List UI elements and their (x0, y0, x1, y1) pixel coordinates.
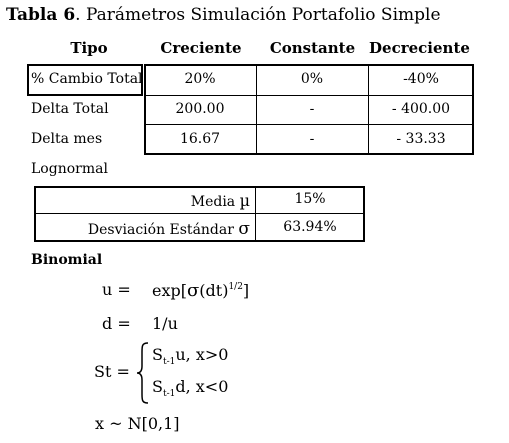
cell-delta-mes-decreciente: - 33.33 (396, 131, 446, 147)
sigma-symbol: σ (238, 219, 250, 239)
u-equation-rhs (152, 280, 249, 301)
table-title-number: Tabla 6 (6, 5, 76, 25)
lognormal-heading: Lognormal (31, 161, 108, 177)
table1-row-divider-2 (144, 124, 474, 125)
cell-delta-total-creciente: 200.00 (175, 101, 225, 117)
cell-delta-mes-constante: - (309, 131, 315, 147)
table1-row-divider-1 (144, 95, 474, 96)
u-rhs-mid: (dt) (199, 281, 229, 300)
st-case-2 (152, 377, 229, 399)
header-constante: Constante (269, 39, 356, 57)
header-tipo: Tipo (70, 39, 108, 57)
lognormal-desviacion-label (36, 219, 250, 239)
st-case-1 (152, 345, 229, 367)
binomial-heading: Binomial (31, 252, 103, 268)
u-equation-lhs: u = (102, 280, 131, 299)
row-label-delta-mes: Delta mes (31, 131, 103, 147)
d-equation-rhs: 1/u (152, 314, 178, 333)
table-title-text: . Parámetros Simulación Portafolio Simple (75, 5, 441, 25)
cell-delta-total-decreciente: - 400.00 (391, 101, 451, 117)
cell-cambio-creciente: 20% (184, 71, 216, 87)
case2-subscript: t-1 (162, 389, 176, 399)
case1-rest: u, x>0 (175, 345, 229, 364)
lognormal-media-value: 15% (294, 191, 326, 207)
u-rhs-suffix: ] (242, 281, 250, 300)
st-equation-lhs: St = (94, 362, 130, 381)
case1-s: S (152, 345, 163, 364)
row-label-delta-total: Delta Total (31, 101, 109, 117)
lognormal-desviacion-text: Desviación Estándar (87, 222, 234, 238)
x-distribution: x ~ N[0,1] (95, 414, 180, 433)
cell-delta-total-constante: - (309, 101, 315, 117)
cell-delta-mes-creciente: 16.67 (179, 131, 221, 147)
lognormal-media-label (36, 191, 250, 210)
header-decreciente: Decreciente (369, 39, 470, 57)
lognormal-media-text: Media (190, 194, 236, 210)
lognormal-desviacion-value: 63.94% (283, 219, 337, 235)
case2-s: S (152, 377, 163, 396)
u-sigma-symbol: σ (186, 280, 200, 301)
mu-symbol: µ (239, 191, 250, 210)
d-equation-lhs: d = (102, 314, 131, 333)
table-title (6, 5, 441, 25)
u-rhs-prefix: exp[ (152, 281, 187, 300)
cell-cambio-decreciente: -40% (403, 71, 439, 87)
case1-subscript: t-1 (162, 357, 176, 367)
lognormal-row-divider (34, 213, 365, 214)
u-exponent: 1/2 (228, 282, 243, 292)
header-creciente: Creciente (160, 39, 242, 57)
row-label-cambio-total: % Cambio Total (31, 71, 143, 87)
left-brace-icon (136, 342, 150, 404)
cell-cambio-constante: 0% (300, 71, 324, 87)
case2-rest: d, x<0 (175, 377, 229, 396)
